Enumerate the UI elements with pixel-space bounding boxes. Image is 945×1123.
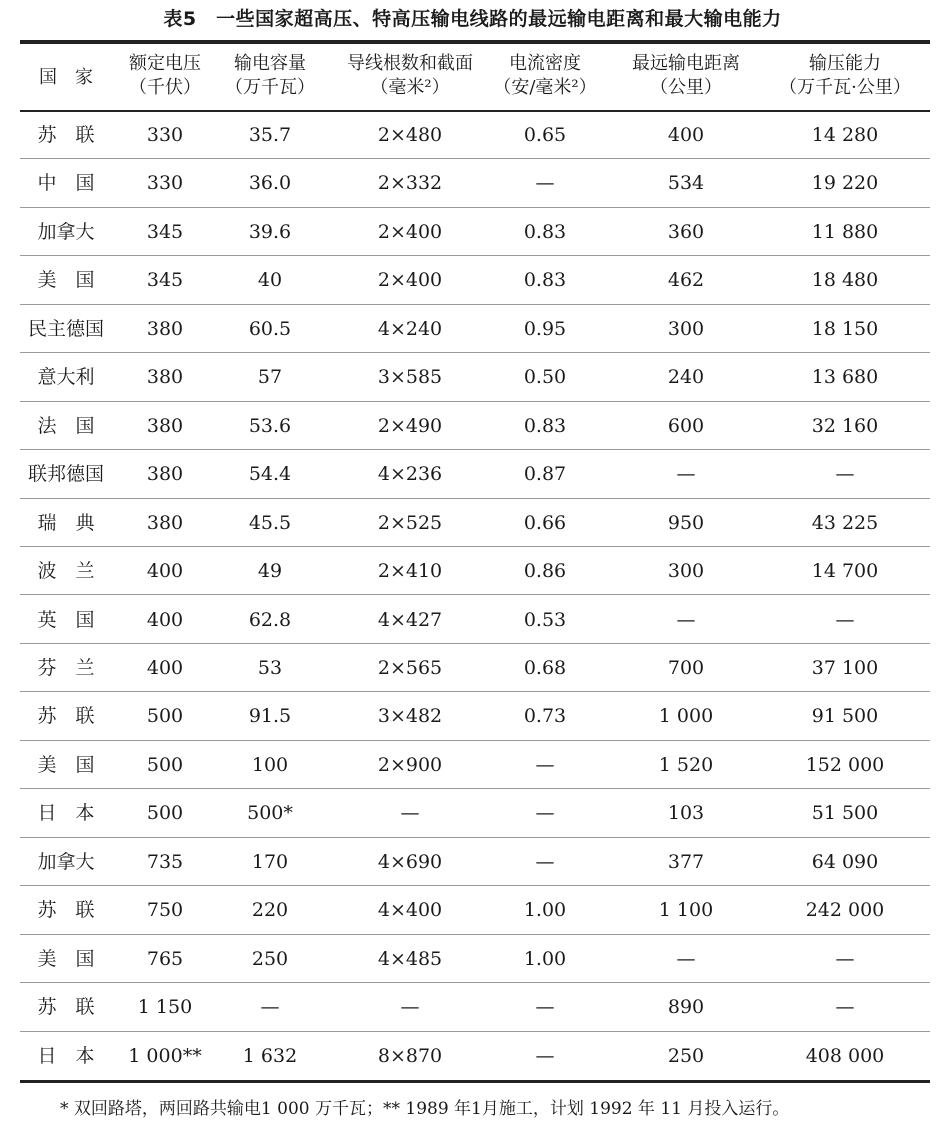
cell-max-distance: 240 [667, 366, 705, 389]
cell-transmission-capability: 18 480 [811, 269, 879, 292]
cell-rated-voltage: 735 [146, 850, 184, 873]
cell-current-density: — [535, 802, 555, 825]
cell-max-distance: 103 [667, 802, 705, 825]
cell-conductor: 2×565 [377, 656, 443, 679]
header-line1: 额定电压 [129, 53, 201, 74]
cell-rated-voltage: 380 [146, 414, 184, 437]
cell-conductor: — [400, 802, 420, 825]
cell-conductor: 3×482 [377, 705, 443, 728]
cell-current-density: 0.68 [523, 656, 567, 679]
cell-max-distance: — [676, 947, 696, 970]
cell-rated-voltage: 380 [146, 511, 184, 534]
cell-rated-voltage: 1 000** [128, 1044, 202, 1067]
cell-country: 法 国 [37, 414, 95, 437]
cell-rated-voltage: 1 150 [137, 996, 193, 1019]
cell-current-density: 0.73 [523, 705, 567, 728]
cell-transmission-capability: 43 225 [811, 511, 879, 534]
table-title: 表5 一些国家超高压、特高压输电线路的最远输电距离和最大输电能力 [163, 8, 782, 30]
header-line2: （公里） [650, 77, 722, 98]
cell-transmission-capability: 408 000 [805, 1044, 885, 1067]
cell-country: 苏 联 [37, 124, 95, 146]
cell-country: 意大利 [37, 366, 95, 389]
cell-rated-voltage: 345 [146, 269, 184, 292]
cell-conductor: 4×240 [377, 317, 443, 340]
cell-current-density: — [535, 1044, 555, 1067]
header-line2: （毫米²） [370, 77, 450, 98]
cell-max-distance: 600 [667, 414, 705, 437]
cell-current-density: 1.00 [523, 947, 567, 970]
cell-max-distance: 400 [667, 124, 705, 146]
table-row [20, 1032, 930, 1080]
table-row [20, 741, 930, 789]
cell-capacity: 100 [251, 753, 289, 776]
cell-current-density: 0.83 [523, 414, 567, 437]
cell-rated-voltage: 380 [146, 366, 184, 389]
cell-transmission-capability: 51 500 [811, 802, 879, 825]
header-capacity [190, 52, 350, 100]
cell-capacity: 220 [251, 899, 289, 922]
header-line1: 电流密度 [509, 53, 581, 74]
header-line1: 输电容量 [234, 53, 306, 74]
cell-capacity: — [260, 996, 280, 1019]
cell-conductor: 2×525 [377, 511, 443, 534]
cell-country: 英 国 [37, 608, 95, 631]
cell-capacity: 40 [257, 269, 283, 292]
cell-transmission-capability: 18 150 [811, 317, 879, 340]
table-row [20, 450, 930, 498]
header-line2: （万千瓦·公里） [779, 77, 911, 98]
cell-capacity: 35.7 [248, 124, 292, 146]
cell-rated-voltage: 500 [146, 705, 184, 728]
cell-max-distance: 700 [667, 656, 705, 679]
table-row [20, 886, 930, 934]
cell-current-density: 1.00 [523, 899, 567, 922]
header-line1: 输压能力 [809, 53, 881, 74]
cell-max-distance: 250 [667, 1044, 705, 1067]
header-max-distance [606, 52, 766, 100]
cell-transmission-capability: 11 880 [811, 220, 879, 243]
cell-max-distance: 1 000 [658, 705, 714, 728]
cell-country: 瑞 典 [37, 511, 95, 534]
cell-max-distance: 377 [667, 850, 705, 873]
cell-conductor: 2×410 [377, 560, 443, 583]
header-current-density [465, 52, 625, 100]
cell-capacity: 1 632 [242, 1044, 298, 1067]
cell-conductor: 4×485 [377, 947, 443, 970]
cell-conductor: 2×332 [377, 172, 443, 195]
cell-current-density: 0.66 [523, 511, 567, 534]
table-row [20, 692, 930, 740]
table-row [20, 159, 930, 207]
table-row [20, 256, 930, 304]
cell-transmission-capability: 37 100 [811, 656, 879, 679]
cell-current-density: — [535, 753, 555, 776]
cell-rated-voltage: 765 [146, 947, 184, 970]
cell-max-distance: 462 [667, 269, 705, 292]
cell-country: 美 国 [37, 269, 95, 292]
cell-max-distance: 950 [667, 511, 705, 534]
cell-conductor: 3×585 [377, 366, 443, 389]
cell-country: 苏 联 [37, 705, 95, 728]
cell-max-distance: 1 520 [658, 753, 714, 776]
header-line2: （万千瓦） [225, 77, 315, 98]
cell-transmission-capability: — [835, 608, 855, 631]
cell-transmission-capability: 152 000 [805, 753, 885, 776]
cell-country: 苏 联 [37, 996, 95, 1019]
cell-conductor: — [400, 996, 420, 1019]
cell-rated-voltage: 400 [146, 608, 184, 631]
cell-country: 民主德国 [27, 317, 104, 340]
cell-max-distance: 360 [667, 220, 705, 243]
cell-current-density: 0.87 [523, 463, 567, 486]
cell-country: 波 兰 [37, 560, 95, 583]
cell-country: 加拿大 [37, 220, 95, 243]
table-row [20, 402, 930, 450]
cell-max-distance: — [676, 608, 696, 631]
cell-capacity: 36.0 [248, 172, 292, 195]
cell-conductor: 8×870 [377, 1044, 443, 1067]
cell-transmission-capability: — [835, 996, 855, 1019]
cell-country: 日 本 [37, 1044, 95, 1067]
header-line1: 国 家 [39, 67, 93, 88]
cell-rated-voltage: 330 [146, 172, 184, 195]
header-line1: 最远输电距离 [632, 53, 740, 74]
header-transmission-capability [765, 52, 925, 100]
cell-rated-voltage: 345 [146, 220, 184, 243]
header-line2: （千伏） [129, 77, 201, 98]
cell-conductor: 4×236 [377, 463, 443, 486]
cell-capacity: 91.5 [248, 705, 292, 728]
cell-transmission-capability: 91 500 [811, 705, 879, 728]
bottom-rule [20, 1080, 930, 1083]
cell-transmission-capability: 14 700 [811, 560, 879, 583]
cell-max-distance: 534 [667, 172, 705, 195]
table-row [20, 111, 930, 159]
cell-rated-voltage: 750 [146, 899, 184, 922]
cell-transmission-capability: 19 220 [811, 172, 879, 195]
table-row [20, 838, 930, 886]
cell-country: 联邦德国 [27, 463, 104, 486]
cell-current-density: 0.50 [523, 366, 567, 389]
cell-rated-voltage: 500 [146, 802, 184, 825]
cell-max-distance: 300 [667, 560, 705, 583]
cell-country: 芬 兰 [37, 656, 95, 679]
header-line1: 导线根数和截面 [347, 53, 473, 74]
cell-capacity: 60.5 [248, 317, 292, 340]
cell-country: 美 国 [37, 753, 95, 776]
cell-conductor: 4×690 [377, 850, 443, 873]
cell-conductor: 4×400 [377, 899, 443, 922]
cell-rated-voltage: 400 [146, 560, 184, 583]
cell-rated-voltage: 380 [146, 317, 184, 340]
cell-capacity: 54.4 [248, 463, 292, 486]
cell-current-density: 0.95 [523, 317, 567, 340]
cell-conductor: 4×427 [377, 608, 443, 631]
cell-current-density: — [535, 172, 555, 195]
cell-max-distance: 890 [667, 996, 705, 1019]
cell-max-distance: 1 100 [658, 899, 714, 922]
table-row [20, 596, 930, 644]
cell-capacity: 45.5 [248, 511, 292, 534]
cell-transmission-capability: 64 090 [811, 850, 879, 873]
cell-max-distance: 300 [667, 317, 705, 340]
cell-transmission-capability: — [835, 947, 855, 970]
table-row [20, 644, 930, 692]
cell-rated-voltage: 400 [146, 656, 184, 679]
cell-conductor: 2×400 [377, 220, 443, 243]
table-row [20, 208, 930, 256]
cell-transmission-capability: 14 280 [811, 124, 879, 146]
cell-transmission-capability: 13 680 [811, 366, 879, 389]
cell-country: 中 国 [37, 172, 95, 195]
cell-current-density: 0.83 [523, 269, 567, 292]
cell-capacity: 170 [251, 850, 289, 873]
cell-capacity: 57 [257, 366, 283, 389]
cell-capacity: 39.6 [248, 220, 292, 243]
cell-current-density: 0.53 [523, 608, 567, 631]
cell-current-density: 0.83 [523, 220, 567, 243]
cell-capacity: 53.6 [248, 414, 292, 437]
cell-capacity: 250 [251, 947, 289, 970]
cell-capacity: 53 [257, 656, 283, 679]
cell-current-density: — [535, 996, 555, 1019]
cell-max-distance: — [676, 463, 696, 486]
cell-capacity: 500* [247, 802, 293, 825]
header-line2: （安/毫米²） [493, 77, 597, 98]
cell-rated-voltage: 380 [146, 463, 184, 486]
cell-current-density: — [535, 850, 555, 873]
cell-current-density: 0.65 [523, 124, 567, 146]
table-row [20, 547, 930, 595]
cell-transmission-capability: 32 160 [811, 414, 879, 437]
table-row [20, 499, 930, 547]
footnote: * 双回路塔，两回路共输电1 000 万千瓦；** 1989 年1月施工，计划 1992 年 11 月投入运行。 [60, 1099, 790, 1119]
table-row [20, 983, 930, 1031]
table-row [20, 305, 930, 353]
cell-country: 苏 联 [37, 899, 95, 922]
cell-capacity: 49 [257, 560, 283, 583]
cell-conductor: 2×400 [377, 269, 443, 292]
cell-rated-voltage: 330 [146, 124, 184, 146]
table-row [20, 935, 930, 983]
top-rule [20, 40, 930, 44]
cell-capacity: 62.8 [248, 608, 292, 631]
cell-country: 美 国 [37, 947, 95, 970]
cell-conductor: 2×900 [377, 753, 443, 776]
cell-conductor: 2×480 [377, 124, 443, 146]
cell-country: 加拿大 [37, 850, 95, 873]
table-row [20, 789, 930, 837]
cell-current-density: 0.86 [523, 560, 567, 583]
cell-rated-voltage: 500 [146, 753, 184, 776]
cell-country: 日 本 [37, 802, 95, 825]
table-row [20, 353, 930, 401]
cell-transmission-capability: 242 000 [805, 899, 885, 922]
cell-transmission-capability: — [835, 463, 855, 486]
cell-conductor: 2×490 [377, 414, 443, 437]
